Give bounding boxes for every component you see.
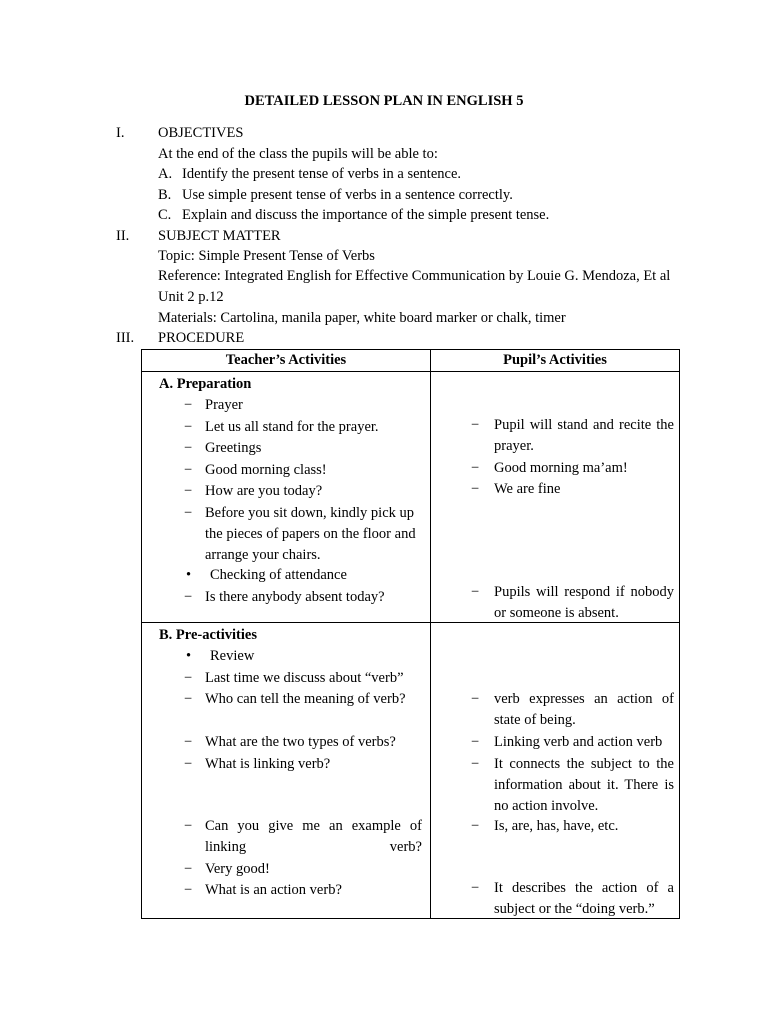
pupil-item: We are fine	[494, 481, 561, 497]
section-number: III.	[116, 330, 135, 346]
list-letter: B.	[158, 187, 172, 203]
pupil-cell	[431, 623, 680, 919]
objective-item: Identify the present tense of verbs in a sentence.	[182, 166, 462, 182]
dash-marker: −	[184, 419, 193, 435]
dash-marker: −	[184, 818, 193, 834]
dash-marker: −	[471, 756, 480, 772]
teacher-column-header: Teacher’s Activities	[142, 350, 431, 372]
section-number: I.	[116, 125, 125, 141]
dash-marker: −	[471, 417, 480, 433]
dash-marker: −	[471, 818, 480, 834]
dash-marker: −	[184, 462, 193, 478]
dash-marker: −	[184, 756, 193, 772]
teacher-item: What is an action verb?	[205, 882, 342, 898]
dash-marker: −	[184, 483, 193, 499]
pupil-item: It connects the subject to the information about it. There is no action involve.	[494, 756, 674, 814]
pupil-item: Is, are, has, have, etc.	[494, 818, 619, 834]
dash-marker: −	[471, 460, 480, 476]
table-row	[142, 372, 680, 623]
objectives-intro: At the end of the class the pupils will be able to:	[158, 146, 438, 162]
pupil-column-header: Pupil’s Activities	[431, 350, 680, 372]
dash-marker: −	[184, 397, 193, 413]
teacher-item: Review	[210, 648, 255, 664]
teacher-item: Is there anybody absent today?	[205, 589, 385, 605]
teacher-item: What is linking verb?	[205, 756, 331, 772]
pupil-item: verb expresses an action of state of being.	[494, 691, 674, 728]
dash-marker: −	[184, 589, 193, 605]
teacher-item: Who can tell the meaning of verb?	[205, 691, 406, 707]
dash-marker: −	[471, 691, 480, 707]
dash-marker: −	[184, 861, 193, 877]
pupil-item: Pupils will respond if nobody or someone is absent.	[494, 584, 674, 621]
reference-line: Reference: Integrated English for Effective Communication by Louie G. Mendoza, Et al Unit 2 p.12	[158, 268, 671, 305]
dash-marker: −	[184, 505, 193, 521]
dash-marker: −	[471, 481, 480, 497]
section-b-heading: B. Pre-activities	[159, 627, 257, 643]
teacher-item: Last time we discuss about “verb”	[205, 670, 404, 686]
section-heading: SUBJECT MATTER	[158, 228, 281, 244]
teacher-item: What are the two types of verbs?	[205, 734, 396, 750]
teacher-cell	[142, 623, 431, 919]
teacher-item: Very good!	[205, 861, 270, 877]
section-a-heading: A. Preparation	[159, 376, 252, 392]
bullet-marker: •	[186, 648, 192, 664]
dash-marker: −	[184, 670, 193, 686]
pupil-cell	[431, 372, 680, 623]
list-letter: A.	[158, 166, 173, 182]
dash-marker: −	[471, 584, 480, 600]
dash-marker: −	[184, 734, 193, 750]
teacher-item: Greetings	[205, 440, 262, 456]
objective-item: Use simple present tense of verbs in a sentence correctly.	[182, 187, 513, 203]
pupil-item: It describes the action of a subject or the “doing verb.”	[494, 880, 674, 917]
pupil-item: Linking verb and action verb	[494, 734, 663, 750]
teacher-item: How are you today?	[205, 483, 323, 499]
list-letter: C.	[158, 207, 172, 223]
teacher-item: Before you sit down, kindly pick up the pieces of papers on the floor and arrange your chairs.	[205, 505, 416, 563]
dash-marker: −	[471, 880, 480, 896]
pupil-item: Pupil will stand and recite the prayer.	[494, 417, 674, 454]
teacher-item: Checking of attendance	[210, 567, 347, 583]
table-row	[142, 623, 680, 919]
teacher-item: Let us all stand for the prayer.	[205, 419, 379, 435]
teacher-item: Can you give me an example of linking verb?	[205, 818, 422, 855]
section-number: II.	[116, 228, 130, 244]
teacher-cell	[142, 372, 431, 623]
document-title: DETAILED LESSON PLAN IN ENGLISH 5	[244, 93, 524, 109]
section-heading: PROCEDURE	[158, 330, 245, 346]
procedure-table	[141, 349, 680, 919]
pupil-item: Good morning ma’am!	[494, 460, 628, 476]
objective-item: Explain and discuss the importance of the simple present tense.	[182, 207, 550, 223]
materials-line: Materials: Cartolina, manila paper, white board marker or chalk, timer	[158, 310, 566, 326]
teacher-item: Good morning class!	[205, 462, 327, 478]
section-heading: OBJECTIVES	[158, 125, 244, 141]
bullet-marker: •	[186, 567, 192, 583]
dash-marker: −	[184, 440, 193, 456]
dash-marker: −	[184, 882, 193, 898]
dash-marker: −	[184, 691, 193, 707]
topic-line: Topic: Simple Present Tense of Verbs	[158, 248, 375, 264]
table-header-row	[142, 350, 680, 372]
teacher-item: Prayer	[205, 397, 243, 413]
dash-marker: −	[471, 734, 480, 750]
